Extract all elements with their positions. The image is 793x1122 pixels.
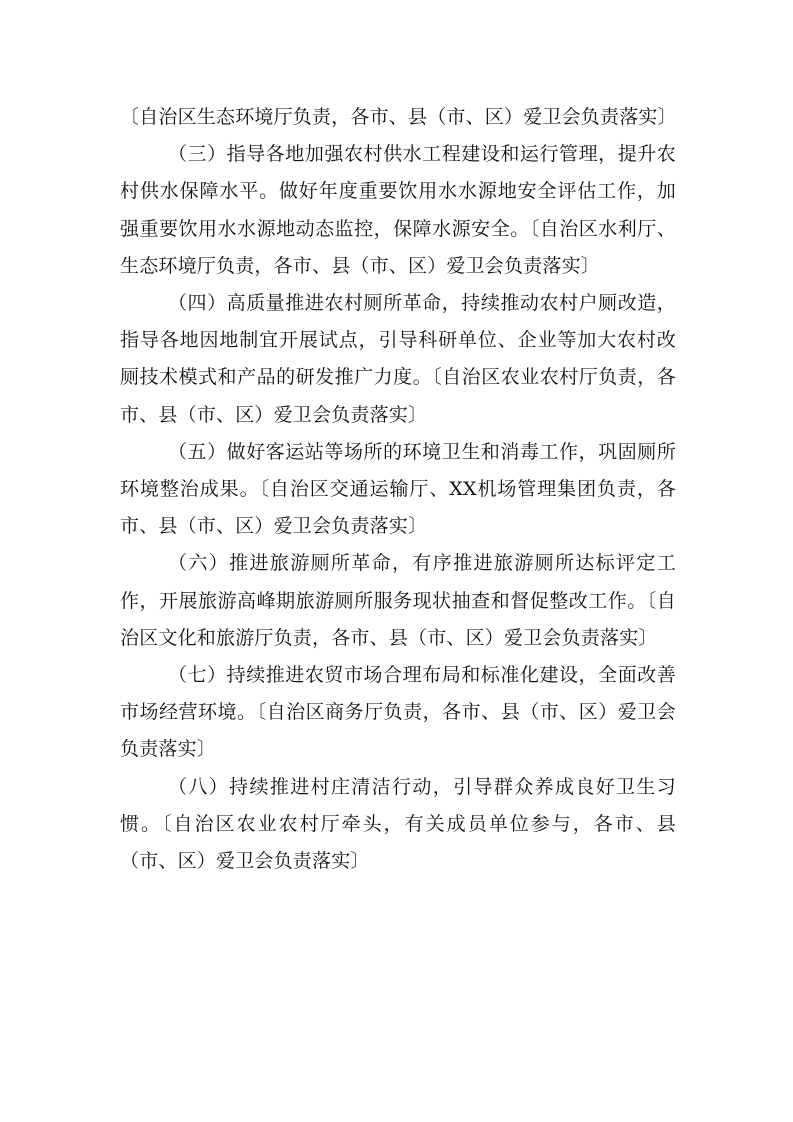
paragraph-item-3: （三）指导各地加强农村供水工程建设和运行管理，提升农村供水保障水平。做好年度重要饮用水水源地安全评估工作，加强重要饮用水水源地动态监控，保障水源安全。〔自治区水利厅、生态环境厅负责，各市、县（市、区）爱卫会负责落实〕: [120, 143, 676, 277]
document-body: [120, 99, 676, 880]
paragraph-item-5: （五）做好客运站等场所的环境卫生和消毒工作，巩固厕所环境整治成果。〔自治区交通运输厅、XX机场管理集团负责，各市、县（市、区）爱卫会负责落实〕: [120, 440, 676, 538]
paragraph-item-7: （七）持续推进农贸市场合理布局和标准化建设，全面改善市场经营环境。〔自治区商务厅负责，各市、县（市、区）爱卫会负责落实〕: [120, 664, 676, 761]
paragraph-item-8: （八）持续推进村庄清洁行动，引导群众养成良好卫生习惯。〔自治区农业农村厅牵头，有关成员单位参与，各市、县（市、区）爱卫会负责落实〕: [120, 775, 676, 873]
paragraph-item-4: （四）高质量推进农村厕所革命，持续推动农村户厕改造，指导各地因地制宜开展试点，引导科研单位、企业等加大农村改厕技术模式和产品的研发推广力度。〔自治区农业农村厅负责，各市、县（市、区）爱卫会负责落实〕: [120, 292, 676, 426]
paragraph-item-6: （六）推进旅游厕所革命，有序推进旅游厕所达标评定工作，开展旅游高峰期旅游厕所服务现状抽查和督促整改工作。〔自治区文化和旅游厅负责，各市、县（市、区）爱卫会负责落实〕: [120, 552, 676, 649]
paragraph-continuation: 〔自治区生态环境厅负责，各市、县（市、区）爱卫会负责落实〕: [120, 106, 677, 128]
